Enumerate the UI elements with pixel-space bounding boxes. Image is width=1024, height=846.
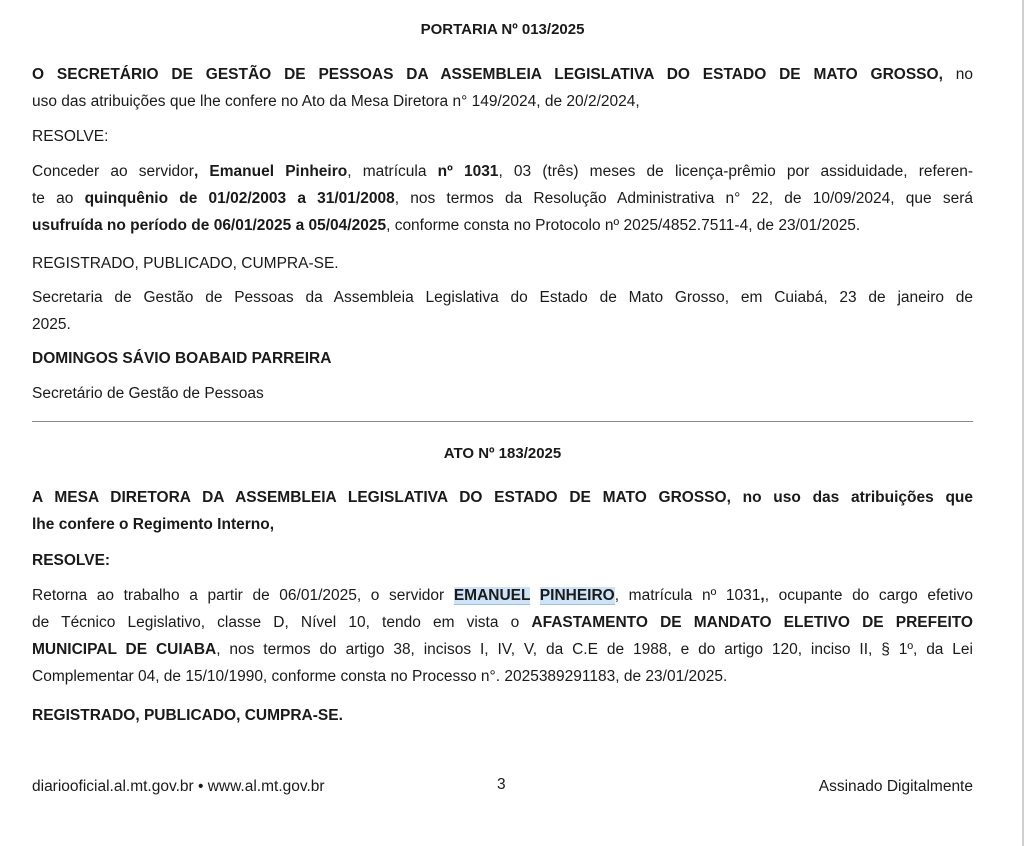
registration-number: nº 1031 — [437, 163, 499, 180]
portaria-body-text: Conceder ao servidor — [32, 163, 194, 180]
ato-body: Retorna ao trabalho a partir de 06/01/2025, o servidor EMANUEL PINHEIRO, matrícula nº 1031,, ocupante do cargo efetivo de Técnico Legislativo, classe D, Nível 10, tendo em vista o AFASTAMENTO DE MANDATO ELETIVO DE PREFEITO MUNICIPAL DE CUIABA, nos termos do artigo 38, incisos I, IV, V, da C.E de 1988, e do artigo 120, inciso II, § 1º, da Lei Complementar 04, de 15/10/1990, conforme consta no Processo n°. 2025389291183, de 23/01/2025. — [32, 582, 973, 690]
portaria-title: PORTARIA Nº 013/2025 — [420, 21, 585, 38]
portaria-registrado: REGISTRADO, PUBLICADO, CUMPRA-SE. — [32, 255, 339, 272]
ato-registrado-text: REGISTRADO, PUBLICADO, CUMPRA-SE. — [32, 707, 343, 724]
portaria-body-text: , matrícula — [347, 163, 438, 180]
ato-title: ATO Nº 183/2025 — [443, 445, 562, 462]
quinquennium-period: quinquênio de 01/02/2003 a 31/01/2008 — [84, 190, 395, 207]
portaria-body-text: , 03 (três) meses de licença-prêmio por assiduidade, referen- — [498, 163, 973, 180]
portaria-resolve: RESOLVE: — [32, 128, 109, 145]
portaria-intro — [32, 61, 973, 115]
ato-body-text: Retorna ao trabalho a partir de 06/01/2025, o servidor — [32, 587, 454, 604]
ato-intro — [32, 484, 973, 538]
leave-reason: AFASTAMENTO DE MANDATO ELETIVO DE PREFEITO — [531, 614, 973, 631]
portaria-intro-line2: uso das atribuições que lhe confere no Ato da Mesa Diretora n° 149/2024, de 20/2/2024, — [32, 93, 640, 110]
ato-body-text: , nos termos do artigo 38, incisos I, IV, V, da C.E de 1988, e do artigo 120, inciso II, § 1º, da Lei — [216, 641, 973, 658]
section-divider — [32, 421, 973, 422]
footer-sites[interactable]: diariooficial.al.mt.gov.br • www.al.mt.gov.br — [32, 778, 325, 795]
ato-resolve-text: RESOLVE: — [32, 552, 111, 569]
ato-body-text: , ocupante do cargo efetivo — [764, 587, 973, 604]
signed-digitally: Assinado Digitalmente — [818, 778, 973, 795]
portaria-body-text: , nos termos da Resolução Administrativa n° 22, de 10/09/2024, que será — [394, 190, 973, 207]
signer-role: Secretário de Gestão de Pessoas — [32, 385, 264, 402]
highlighted-name[interactable]: EMANUEL — [453, 587, 531, 604]
ato-intro-line2: lhe confere o Regimento Interno, — [32, 516, 274, 533]
portaria-place-date — [32, 284, 973, 338]
usufruct-period: usufruída no período de 06/01/2025 a 05/04/2025 — [32, 217, 387, 234]
servant-name: , Emanuel Pinheiro — [193, 163, 348, 180]
leave-reason-cont: MUNICIPAL DE CUIABA — [32, 641, 217, 658]
portaria-body-text: te ao — [32, 190, 85, 207]
place-date-line: Secretaria de Gestão de Pessoas da Assembleia Legislativa do Estado de Mato Grosso, em Cuiabá, 23 de janeiro de — [32, 289, 973, 306]
portaria-body-text: , conforme consta no Protocolo nº 2025/4852.7511-4, de 23/01/2025. — [386, 217, 861, 234]
ato-resolve — [32, 547, 973, 574]
signer-name-text: DOMINGOS SÁVIO BOABAID PARREIRA — [32, 350, 332, 367]
portaria-intro-rest: no — [942, 66, 973, 83]
portaria-body — [32, 158, 973, 239]
ato-intro-line1: A MESA DIRETORA DA ASSEMBLEIA LEGISLATIVA DO ESTADO DE MATO GROSSO, no uso das atribuições que — [32, 489, 973, 506]
ato-body-text: Complementar 04, de 15/10/1990, conforme consta no Processo n°. 2025389291183, de 23/01/2025. — [32, 668, 728, 685]
portaria-intro-bold: O SECRETÁRIO DE GESTÃO DE PESSOAS DA ASSEMBLEIA LEGISLATIVA DO ESTADO DE MATO GROSSO, — [32, 66, 943, 83]
page-number: 3 — [497, 776, 506, 793]
ato-body-text: de Técnico Legislativo, classe D, Nível 10, tendo em vista o — [32, 614, 532, 631]
place-date-year: 2025. — [32, 316, 71, 333]
ato-body-text: , matrícula nº 1031 — [614, 587, 761, 604]
signer-name — [32, 345, 973, 372]
highlighted-surname[interactable]: PINHEIRO — [539, 587, 615, 604]
ato-registrado — [32, 702, 973, 729]
